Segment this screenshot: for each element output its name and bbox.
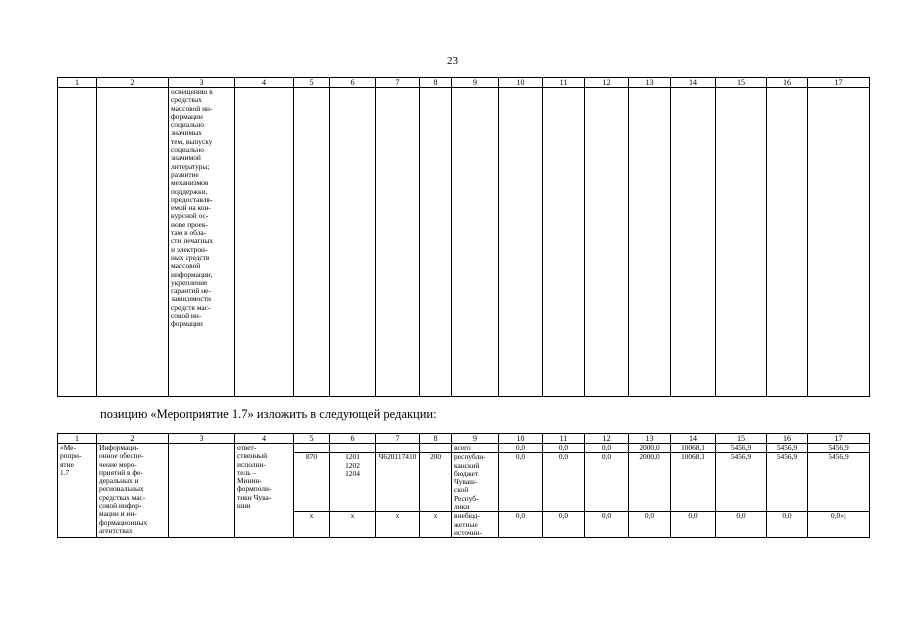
value-cell: 0,0 bbox=[499, 512, 543, 538]
measure-description-cell: освещению в средствах массовой ин- формации социально значимых тем, выпуску социально значимой литературы; развитие механизмов поддержки, предоставля- емой на кон- курсной ос- нове проек- там в обла- сти печатных и электрон- ных средств массовой информации, укрепление гарантий не- зависимости средств мас- совой ин- формации bbox=[169, 88, 235, 397]
col-number: 17 bbox=[808, 434, 870, 444]
executor-cell: ответ- ственный исполни- тель – Минин- формполи- тики Чува- шии bbox=[235, 444, 294, 538]
col-number: 5 bbox=[294, 78, 330, 88]
measure-number-cell: «Ме- ропри- ятие 1.7 bbox=[58, 444, 97, 538]
col-number: 8 bbox=[420, 78, 452, 88]
col-number: 4 bbox=[235, 434, 294, 444]
value-cell: 0,0 bbox=[585, 453, 629, 512]
value-cell: 10068,1 bbox=[671, 453, 716, 512]
col-number: 10 bbox=[499, 434, 543, 444]
col-number: 17 bbox=[808, 78, 870, 88]
col-number: 1 bbox=[58, 78, 97, 88]
page-number: 23 bbox=[447, 55, 458, 67]
col-number: 2 bbox=[97, 434, 169, 444]
col-number: 13 bbox=[629, 434, 671, 444]
table-row-total bbox=[58, 444, 870, 453]
column-number-row bbox=[58, 78, 870, 88]
col-number: 16 bbox=[767, 434, 808, 444]
col-number: 4 bbox=[235, 78, 294, 88]
col-number: 6 bbox=[330, 78, 376, 88]
col-number: 7 bbox=[376, 78, 420, 88]
column-number-row bbox=[58, 434, 870, 444]
value-cell: 10068,1 bbox=[671, 444, 716, 453]
col-number: 15 bbox=[716, 78, 767, 88]
col-number: 7 bbox=[376, 434, 420, 444]
grbs-code-cell: 870 bbox=[294, 453, 330, 512]
col-number: 12 bbox=[585, 78, 629, 88]
expense-type-cell: 200 bbox=[420, 453, 452, 512]
col-number: 12 bbox=[585, 434, 629, 444]
col-number: 5 bbox=[294, 434, 330, 444]
col-number: 10 bbox=[499, 78, 543, 88]
col-number: 3 bbox=[169, 78, 235, 88]
measure-name-cell: Информаци- онное обеспе- чение меро- приятий в фе- деральных и региональных средствах мас- совой инфор- мации и ин- формационных агентствах bbox=[97, 444, 169, 538]
value-cell: 0,0 bbox=[499, 444, 543, 453]
value-cell: 5456,9 bbox=[716, 444, 767, 453]
col-number: 6 bbox=[330, 434, 376, 444]
value-cell: 0,0 bbox=[499, 453, 543, 512]
source-cell: внебюд- жетные источни- bbox=[452, 512, 499, 538]
col-number: 14 bbox=[671, 434, 716, 444]
value-cell: 0,0 bbox=[543, 512, 585, 538]
col-number: 11 bbox=[543, 434, 585, 444]
value-cell: 2000,0 bbox=[629, 453, 671, 512]
value-cell: 5456,9 bbox=[808, 453, 870, 512]
col-number: 2 bbox=[97, 78, 169, 88]
value-cell: 2000,0 bbox=[629, 444, 671, 453]
source-cell: всего bbox=[452, 444, 499, 453]
value-cell: 0,0 bbox=[585, 512, 629, 538]
target-article-cell: x bbox=[376, 512, 420, 538]
target-article-cell: Ч620117410 bbox=[376, 453, 420, 512]
grbs-code-cell: x bbox=[294, 512, 330, 538]
section-code-cell: 1201 1202 1204 bbox=[330, 453, 376, 512]
continuation-table bbox=[57, 77, 870, 397]
col-number: 9 bbox=[452, 78, 499, 88]
amendment-caption: позицию «Мероприятие 1.7» изложить в следующей редакции: bbox=[100, 407, 437, 421]
value-cell: 0,0 bbox=[585, 444, 629, 453]
value-cell: 5456,9 bbox=[767, 453, 808, 512]
col-number: 9 bbox=[452, 434, 499, 444]
value-cell: 0,0 bbox=[767, 512, 808, 538]
col-number: 16 bbox=[767, 78, 808, 88]
measure-table bbox=[57, 433, 870, 538]
col-number: 15 bbox=[716, 434, 767, 444]
col-number: 13 bbox=[629, 78, 671, 88]
col-number: 1 bbox=[58, 434, 97, 444]
value-cell: 0,0 bbox=[543, 444, 585, 453]
table-row bbox=[58, 88, 870, 397]
measure-result-cell bbox=[169, 444, 235, 538]
value-cell: 0,0 bbox=[543, 453, 585, 512]
value-cell: 0,0 bbox=[629, 512, 671, 538]
col-number: 3 bbox=[169, 434, 235, 444]
value-cell: 5456,9 bbox=[808, 444, 870, 453]
col-number: 8 bbox=[420, 434, 452, 444]
value-cell: 0,0»; bbox=[808, 512, 870, 538]
col-number: 11 bbox=[543, 78, 585, 88]
source-cell: республи- канский бюджет Чуваш- ской Респуб- лики bbox=[452, 453, 499, 512]
col-number: 14 bbox=[671, 78, 716, 88]
section-code-cell: x bbox=[330, 512, 376, 538]
value-cell: 5456,9 bbox=[767, 444, 808, 453]
value-cell: 0,0 bbox=[716, 512, 767, 538]
expense-type-cell: x bbox=[420, 512, 452, 538]
value-cell: 0,0 bbox=[671, 512, 716, 538]
value-cell: 5456,9 bbox=[716, 453, 767, 512]
